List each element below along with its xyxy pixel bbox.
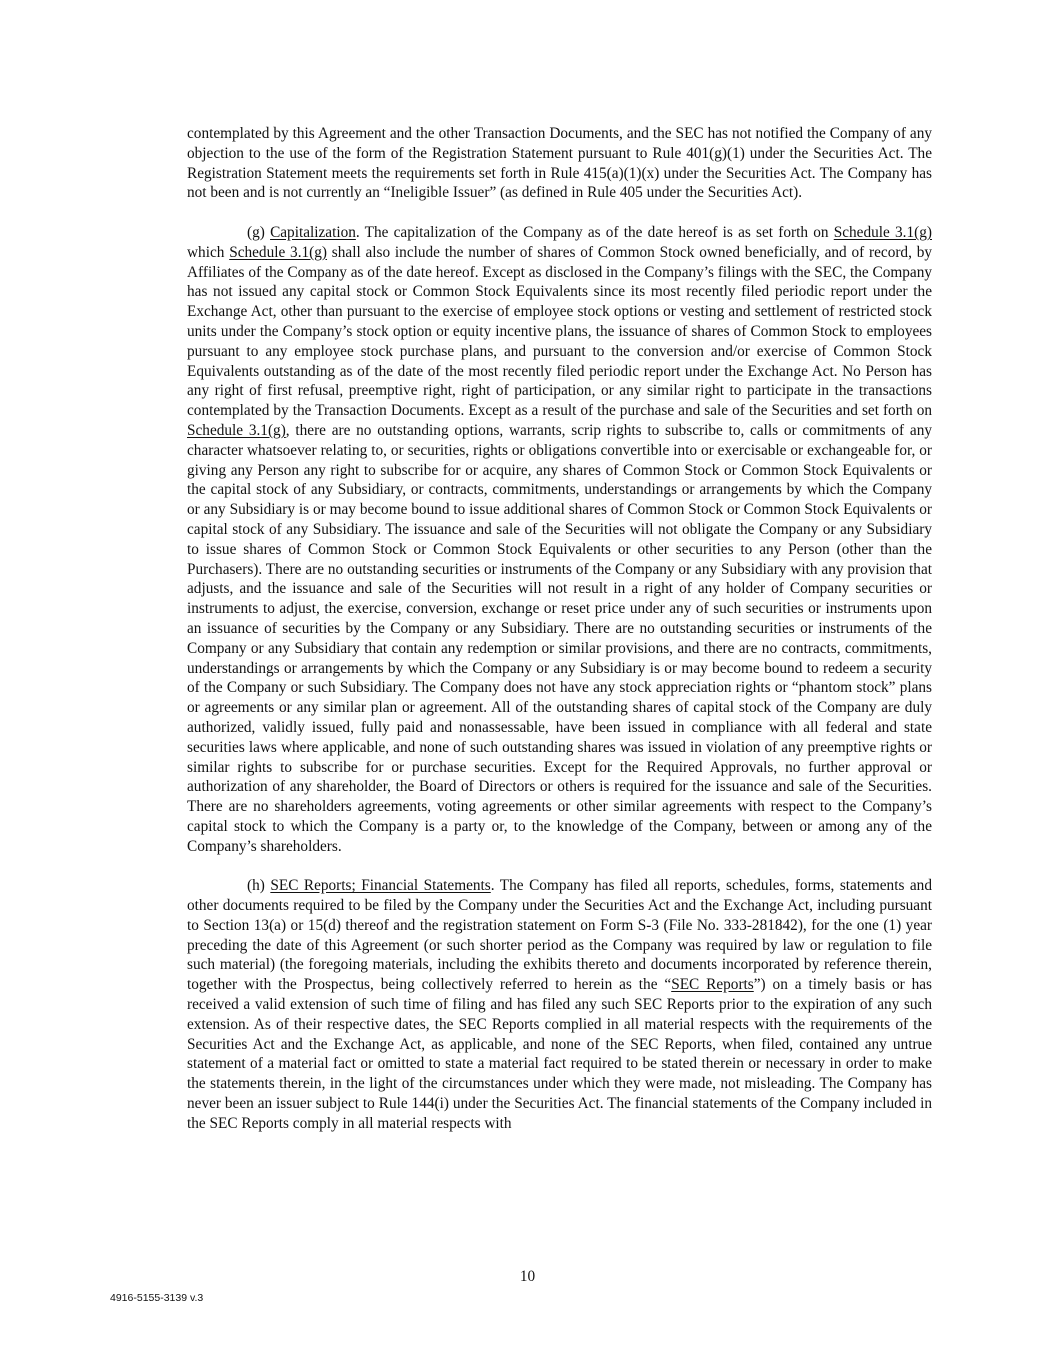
schedule-reference: Schedule 3.1(g)	[187, 421, 286, 439]
section-h-heading: SEC Reports; Financial Statements	[270, 877, 491, 895]
section-g-text-3: shall also include the number of shares of Common Stock owned beneficially, and of record, by Affiliates of the Company as of the date hereof. Except as disclosed in the Company’s filings with the SEC, the Company has not issued any capital stock or Common Stock Equivalents since its most recently filed periodic report under the Exchange Act, other than pursuant to the exercise of employee stock options or vesting and settlement of restricted stock units under the Company’s stock option or equity incentive plans, the issuance of shares of Common Stock to employees pursuant to any employee stock purchase plans, and pursuant to the conversion and/or exercise of Common Stock Equivalents outstanding as of the date of the most recently filed periodic report under the Exchange Act. No Person has any right of first refusal, preemptive right, right of participation, or any similar right to participate in the transactions contemplated by the Transaction Documents. Except as a result of the purchase and sale of the Securities and set forth on	[187, 243, 932, 420]
section-g-text-4: , there are no outstanding options, warrants, scrip rights to subscribe to, calls or commitments of any character whatsoever relating to, or securities, rights or obligations convertible into or exercisable or exchangeable for, or giving any Person any right to subscribe for or acquire, any shares of Common Stock or Common Stock Equivalents or the capital stock of any Subsidiary, or contracts, commitments, understandings or arrangements by which the Company or any Subsidiary is or may become bound to issue additional shares of Common Stock or Common Stock Equivalents or capital stock of any Subsidiary. The issuance and sale of the Securities will not obligate the Company or any Subsidiary to issue shares of Common Stock or Common Stock Equivalents or other securities to any Person (other than the Purchasers). There are no outstanding securities or instruments of the Company or any Subsidiary with any provision that adjusts, and the issuance and sale of the Securities will not result in a right of any holder of Company securities or instruments to adjust, the exercise, conversion, exchange or reset price under any of such securities or instruments upon an issuance of securities by the Company or any Subsidiary. There are no outstanding securities or instruments of the Company or any Subsidiary that contain any redemption or similar provisions, and there are no contracts, commitments, understandings or arrangements by which the Company or any Subsidiary is or may become bound to redeem a security of the Company or such Subsidiary. The Company does not have any stock appreciation rights or “phantom stock” plans or agreements or any similar plan or agreement. All of the outstanding shares of capital stock of the Company are duly authorized, validly issued, fully paid and nonassessable, have been issued in compliance with all federal and state securities laws where applicable, and none of such outstanding shares was issued in violation of any preemptive rights or similar rights to subscribe for or purchase securities. Except for the Required Approvals, no further approval or authorization of any shareholder, the Board of Directors or others is required for the issuance and sale of the Securities. There are no shareholders agreements, voting agreements or other similar agreements with respect to the Company’s capital stock to which the Company is a party or, to the knowledge of the Company, between or among any of the Company’s shareholders.	[187, 421, 932, 855]
section-g-text-2: which	[187, 243, 230, 261]
schedule-reference: Schedule 3.1(g)	[833, 223, 932, 241]
document-body	[187, 124, 932, 1153]
section-g-heading: Capitalization	[270, 223, 356, 241]
section-g-capitalization	[187, 223, 932, 857]
section-g-text-1: . The capitalization of the Company as of the date hereof is as set forth on	[355, 223, 834, 241]
paragraph-text: contemplated by this Agreement and the other Transaction Documents, and the SEC has not notified the Company of any objection to the use of the form of the Registration Statement pursuant to Rule 401(g)(1) under the Securities Act. The Registration Statement meets the requirements set forth in Rule 415(a)(1)(x) under the Securities Act. The Company has not been and is not currently an “Ineligible Issuer” (as defined in Rule 405 under the Securities Act).	[187, 125, 932, 202]
document-id-footer: 4916-5155-3139 v.3	[110, 1292, 204, 1304]
section-h-text-1: . The Company has filed all reports, schedules, forms, statements and other documents required to be filed by the Company under the Securities Act and the Exchange Act, including pursuant to Section 13(a) or 15(d) thereof and the registration statement on Form S-3 (File No. 333-281842), for the one (1) year preceding the date of this Agreement (or such shorter period as the Company was required by law or regulation to file such material) (the foregoing materials, including the exhibits thereto and documents incorporated by reference therein, together with the Prospectus, being collectively referred to herein as the “	[187, 877, 932, 994]
section-h-text-2: ”) on a timely basis or has received a valid extension of such time of filing and has filed any such SEC Reports prior to the expiration of any such extension. As of their respective dates, the SEC Reports complied in all material respects with the requirements of the Securities Act and the Exchange Act, as applicable, and none of the SEC Reports, when filed, contained any untrue statement of a material fact or omitted to state a material fact required to be stated therein or necessary in order to make the statements therein, in the light of the circumstances under which they were made, not misleading. The Company has never been an issuer subject to Rule 144(i) under the Securities Act. The financial statements of the Company included in the SEC Reports comply in all material respects with	[187, 976, 933, 1132]
defined-term-sec-reports: SEC Reports	[671, 976, 754, 994]
paragraph-registration-statement	[187, 124, 932, 203]
section-h-prefix: (h)	[247, 877, 271, 895]
section-g-prefix: (g)	[247, 223, 271, 241]
page-number: 10	[519, 1268, 536, 1285]
section-h-sec-reports	[187, 876, 932, 1133]
schedule-reference: Schedule 3.1(g)	[229, 243, 328, 261]
